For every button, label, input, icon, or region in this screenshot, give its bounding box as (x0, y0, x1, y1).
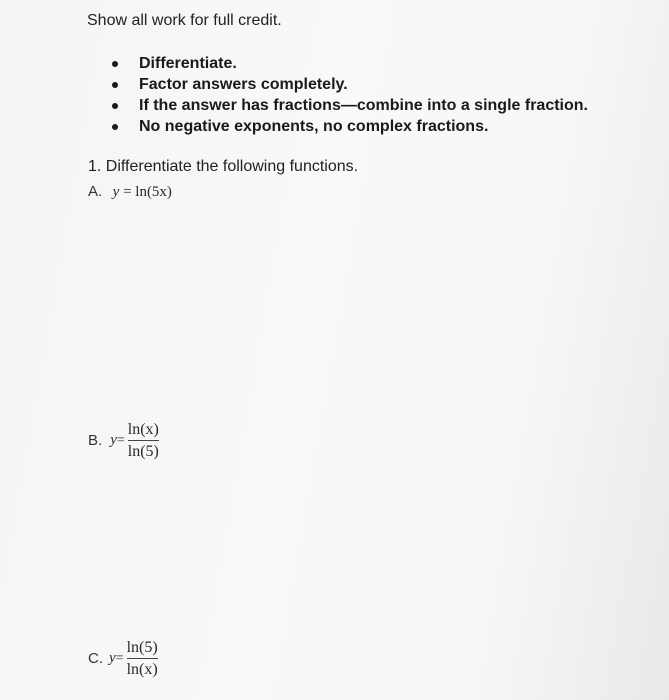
rule-item (112, 74, 588, 95)
part-a-lhs: y (112, 184, 120, 200)
rule-item (112, 95, 588, 116)
rule-text: If the answer has fractions—combine into a single fraction. (139, 97, 588, 114)
bullet-icon (112, 61, 118, 67)
rule-item (112, 116, 588, 137)
part-b-numerator: ln(x) (127, 421, 159, 438)
rule-item (112, 53, 588, 74)
part-b-equals: = (116, 432, 125, 448)
part-c (88, 638, 158, 679)
part-a-label: A. (88, 183, 103, 200)
rule-text: Differentiate. (139, 55, 237, 72)
part-c-numerator: ln(5) (126, 639, 158, 656)
part-a-equation (113, 184, 172, 200)
part-b-label: B. (88, 432, 103, 449)
part-c-fraction (127, 638, 158, 679)
part-c-label: C. (88, 650, 103, 667)
bullet-icon (112, 124, 118, 130)
instructions-text: Show all work for full credit. (87, 12, 282, 29)
part-c-denominator: ln(x) (126, 661, 158, 678)
part-b-denominator: ln(5) (127, 443, 159, 460)
bullet-icon (112, 82, 118, 88)
question-prompt: 1. Differentiate the following functions. (88, 158, 359, 175)
rules-list (112, 53, 588, 137)
fraction-bar (127, 658, 158, 659)
part-b (88, 420, 159, 461)
part-c-equals: = (115, 650, 124, 666)
part-b-lhs: y (110, 432, 117, 448)
part-c-lhs: y (109, 650, 116, 666)
fraction-bar (128, 440, 159, 441)
part-a-rhs: = ln(5x) (123, 184, 172, 200)
part-b-fraction (128, 420, 159, 461)
part-a (88, 183, 172, 201)
rule-text: Factor answers completely. (139, 76, 348, 93)
bullet-icon (112, 103, 118, 109)
rule-text: No negative exponents, no complex fractions. (139, 118, 489, 135)
